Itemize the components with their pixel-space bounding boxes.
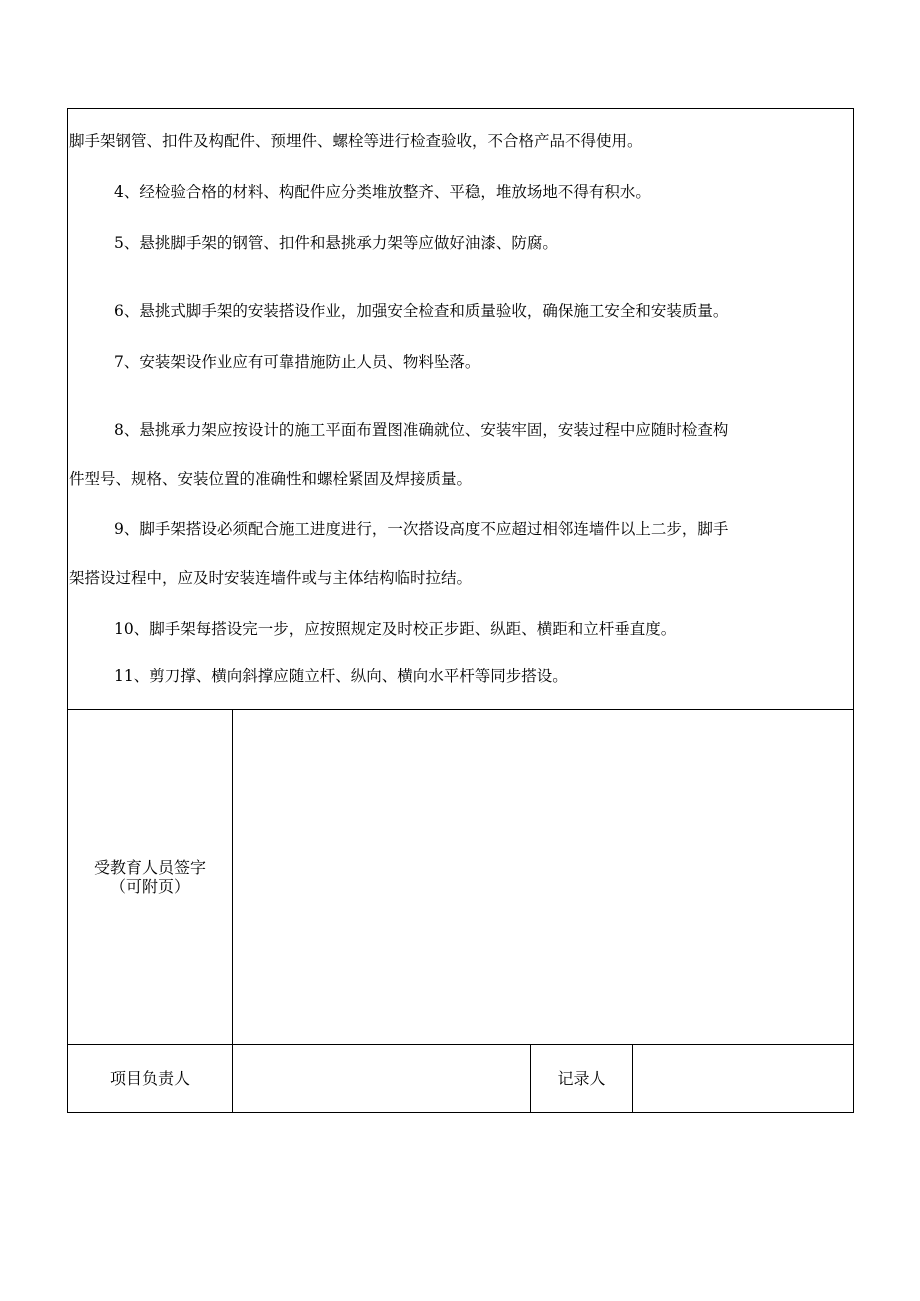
recorder-label: 记录人: [531, 1045, 633, 1113]
content-line-item-6: 6、悬挑式脚手架的安装搭设作业，加强安全检查和质量验收，确保施工安全和安装质量。: [114, 302, 729, 320]
content-line-item-7: 7、安装架设作业应有可靠措施防止人员、物料坠落。: [114, 353, 481, 371]
content-line-item-4: 4、经检验合格的材料、构配件应分类堆放整齐、平稳，堆放场地不得有积水。: [114, 183, 651, 201]
project-lead-label: 项目负责人: [68, 1045, 233, 1113]
education-content-cell: [68, 109, 854, 710]
content-line-item-8-cont: 件型号、规格、安装位置的准确性和螺栓紧固及焊接质量。: [69, 470, 473, 488]
content-line-item-8: 8、悬挑承力架应按设计的施工平面布置图准确就位、安装牢固，安装过程中应随时检查构: [114, 421, 729, 439]
signature-field[interactable]: [233, 710, 854, 1045]
content-line-1: 脚手架钢管、扣件及构配件、预埋件、螺栓等进行检查验收，不合格产品不得使用。: [69, 132, 643, 150]
content-line-item-5: 5、悬挑脚手架的钢管、扣件和悬挑承力架等应做好油漆、防腐。: [114, 234, 558, 252]
content-line-item-10: 10、脚手架每搭设完一步，应按照规定及时校正步距、纵距、横距和立杆垂直度。: [114, 620, 677, 638]
recorder-field[interactable]: [633, 1045, 854, 1113]
safety-education-form: [67, 108, 854, 1113]
signature-label-cell: [68, 710, 233, 1045]
signature-label: 受教育人员签字: [93, 858, 206, 877]
content-line-item-9-cont: 架搭设过程中，应及时安装连墙件或与主体结构临时拉结。: [69, 569, 473, 587]
signature-sublabel: （可附页）: [109, 877, 190, 896]
project-lead-field[interactable]: [233, 1045, 531, 1113]
content-line-item-9: 9、脚手架搭设必须配合施工进度进行，一次搭设高度不应超过相邻连墙件以上二步，脚手: [114, 520, 729, 538]
content-line-item-11: 11、剪刀撑、横向斜撑应随立杆、纵向、横向水平杆等同步搭设。: [114, 667, 568, 685]
